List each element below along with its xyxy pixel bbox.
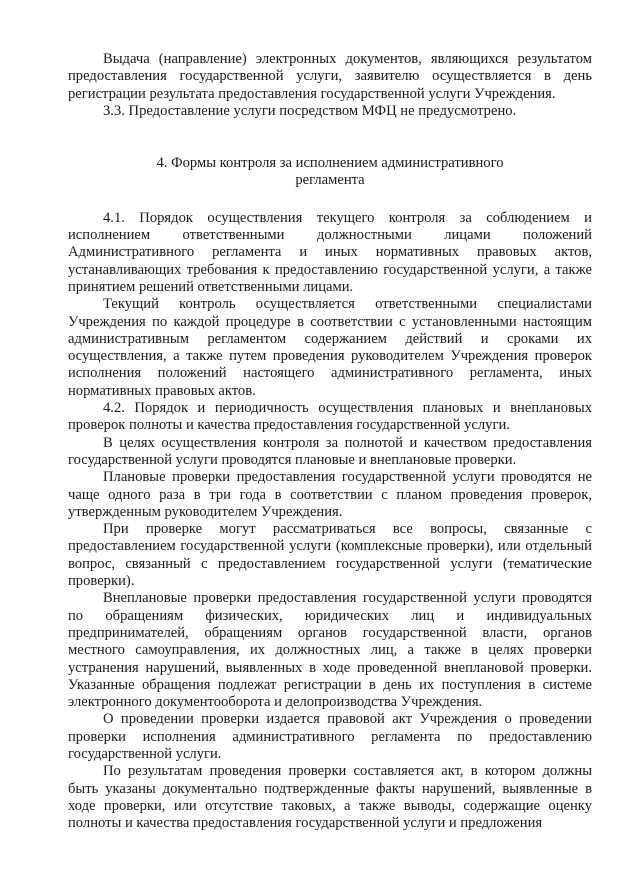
paragraph-electronic-documents: Выдача (направление) электронных документов, являющихся результатом предоставления государственной услуги, заявителю осуществляется в день регистрации результата предоставления государственной услуги Учреждения. — [68, 51, 592, 102]
paragraph-4-2: 4.2. Порядок и периодичность осуществления плановых и внеплановых проверок полноты и качества предоставления государственной услуги. — [68, 400, 592, 434]
paragraph-control-purpose: В целях осуществления контроля за полнотой и качеством предоставления государственной услуги проводятся плановые и внеплановые проверки. — [68, 434, 592, 468]
paragraph-3-3-mfc: 3.3. Предоставление услуги посредством МФЦ не предусмотрено. — [103, 102, 517, 119]
section-heading-4 — [68, 155, 592, 190]
paragraph-planned-checks: Плановые проверки предоставления государственной услуги проводятся не чаще одного раза в три года в соответствии с планом проведения проверок, утвержденным руководителем Учреждения. — [68, 469, 592, 520]
paragraph-check-questions: При проверке могут рассматриваться все вопросы, связанные с предоставлением государственной услуги (комплексные проверки), или отдельный вопрос, связанный с предоставлением государственной услуги (тематические проверки). — [68, 521, 592, 590]
paragraph-current-control: Текущий контроль осуществляется ответственными специалистами Учреждения по каждой процедуре в соответствии с установленными настоящим административным регламентом содержанием действий и сроками их осуществления, а также путем проведения руководителем Учреждения проверок исполнения положений настоящего административного регламента, иных нормативных правовых актов. — [68, 296, 592, 399]
document-body — [68, 51, 592, 832]
paragraph-4-1: 4.1. Порядок осуществления текущего контроля за соблюдением и исполнением ответственными должностными лицами положений Административного регламента и иных нормативных правовых актов, устанавливающих требования к предоставлению государственной услуги, а также принятием решений ответственными лицами. — [68, 209, 592, 295]
paragraph-legal-act: О проведении проверки издается правовой акт Учреждения о проведении проверки исполнения административного регламента по предоставлению государственной услуги. — [68, 711, 592, 762]
section-heading-line-1: 4. Формы контроля за исполнением административного — [156, 155, 504, 172]
paragraph-check-results: По результатам проведения проверки составляется акт, в котором должны быть указаны документально подтвержденные факты нарушений, выявленные в ходе проверки, или отсутствие таковых, а также выводы, содержащие оценку полноты и качества предоставления государственной услуги и предложения — [68, 763, 592, 832]
section-heading-line-2: регламента — [295, 172, 365, 189]
paragraph-unplanned-checks: Внеплановые проверки предоставления государственной услуги проводятся по обращениям физических, юридических лиц и индивидуальных предпринимателей, обращениям органов государственной власти, органов местного самоуправления, их должностных лиц, а также в целях проверки устранения нарушений, выявленных в ходе проведенной внеплановой проверки. Указанные обращения подлежат регистрации в день их поступления в системе электронного документооборота и делопроизводства Учреждения. — [68, 590, 592, 711]
